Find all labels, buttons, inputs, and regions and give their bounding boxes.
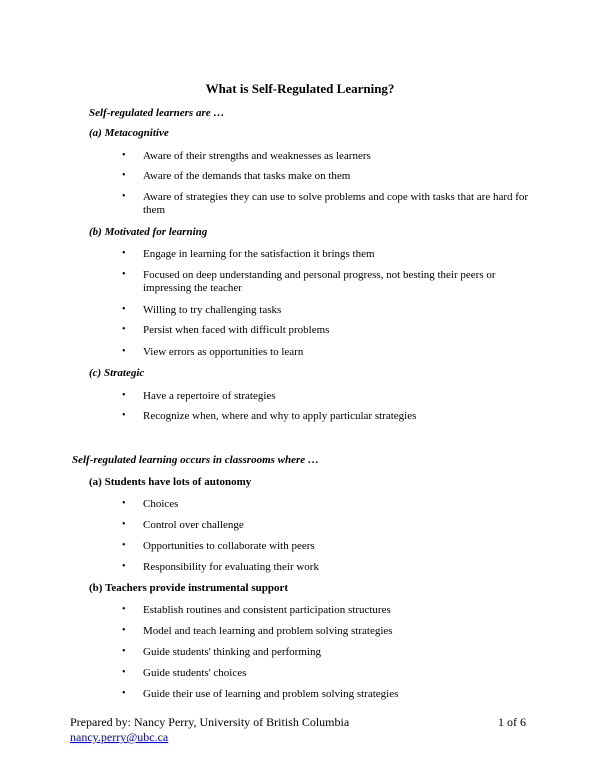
bullet-icon: • xyxy=(122,410,126,421)
bullet-icon: • xyxy=(122,150,126,161)
bullet-icon: • xyxy=(122,604,126,615)
bullet-icon: • xyxy=(122,304,126,315)
bullet-icon: • xyxy=(122,170,126,181)
bullet-icon: • xyxy=(122,646,126,657)
bullet-icon: • xyxy=(122,191,126,202)
list-item: Willing to try challenging tasks xyxy=(143,304,282,316)
section-heading: Self-regulated learning occurs in classrooms where … xyxy=(72,454,319,466)
group-heading: (c) Strategic xyxy=(89,367,145,379)
bullet-icon: • xyxy=(122,688,126,699)
list-item: View errors as opportunities to learn xyxy=(143,346,304,358)
group-heading: (a) Metacognitive xyxy=(89,127,169,139)
list-item: Persist when faced with difficult problems xyxy=(143,324,330,336)
bullet-icon: • xyxy=(122,625,126,636)
bullet-icon: • xyxy=(122,561,126,572)
list-item: Recognize when, where and why to apply particular strategies xyxy=(143,410,417,422)
bullet-icon: • xyxy=(122,324,126,335)
bullet-icon: • xyxy=(122,498,126,509)
list-item: Engage in learning for the satisfaction it brings them xyxy=(143,248,375,260)
page-title: What is Self-Regulated Learning? xyxy=(205,81,395,96)
bullet-icon: • xyxy=(122,346,126,357)
list-item: Guide students' thinking and performing xyxy=(143,646,321,658)
list-item: Establish routines and consistent participation structures xyxy=(143,604,391,616)
list-item: Responsibility for evaluating their work xyxy=(143,561,319,573)
list-item: Have a repertoire of strategies xyxy=(143,390,276,402)
group-heading: (b) Motivated for learning xyxy=(89,226,208,238)
list-item: Model and teach learning and problem solving strategies xyxy=(143,625,393,637)
list-item: Focused on deep understanding and personal progress, not besting their peers or impressing the teacher xyxy=(143,269,496,294)
bullet-icon: • xyxy=(122,540,126,551)
list-item: Aware of the demands that tasks make on them xyxy=(143,170,351,182)
bullet-icon: • xyxy=(122,667,126,678)
footer-email-link[interactable]: nancy.perry@ubc.ca xyxy=(70,730,169,744)
list-item: Choices xyxy=(143,498,179,510)
bullet-icon: • xyxy=(122,390,126,401)
list-item: Guide their use of learning and problem solving strategies xyxy=(143,688,399,700)
page-number: 1 of 6 xyxy=(498,715,526,729)
list-item: Opportunities to collaborate with peers xyxy=(143,540,315,552)
list-item: Aware of strategies they can use to solve problems and cope with tasks that are hard for them xyxy=(143,191,529,216)
bullet-icon: • xyxy=(122,248,126,259)
list-item: Aware of their strengths and weaknesses as learners xyxy=(143,150,371,162)
list-item: Guide students' choices xyxy=(143,667,247,679)
footer-prepared-by: Prepared by: Nancy Perry, University of British Columbia xyxy=(70,715,350,729)
bullet-icon: • xyxy=(122,269,126,280)
group-heading: (a) Students have lots of autonomy xyxy=(89,476,252,488)
group-heading: (b) Teachers provide instrumental support xyxy=(89,582,289,594)
list-item: Control over challenge xyxy=(143,519,244,531)
section-heading: Self-regulated learners are … xyxy=(89,107,225,119)
bullet-icon: • xyxy=(122,519,126,530)
